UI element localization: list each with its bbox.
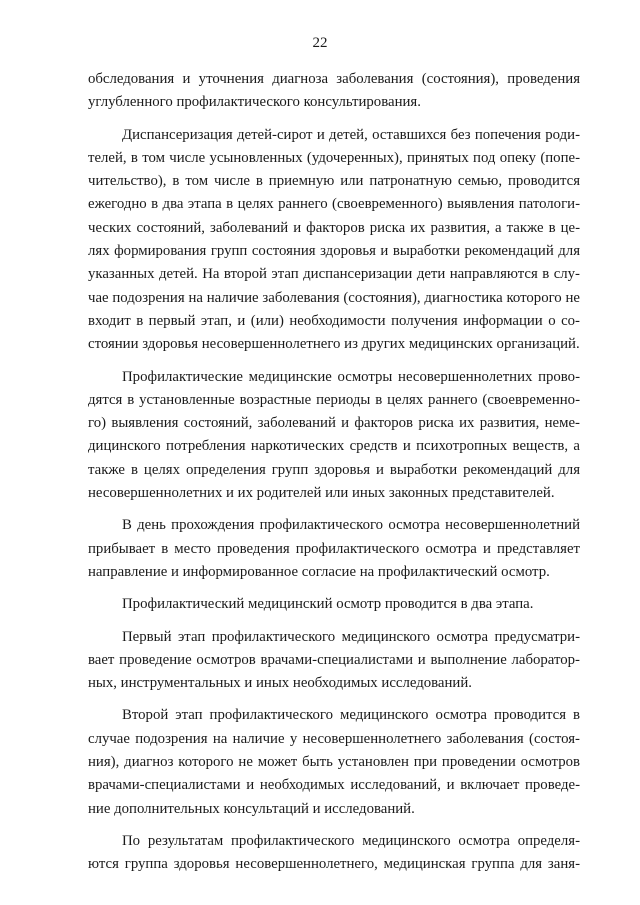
text-line: В день прохождения профилактического осмотра несовершеннолетний bbox=[122, 517, 580, 534]
text-line: Профилактический медицинский осмотр проводится в два этапа. bbox=[122, 596, 534, 613]
text-line: несовершеннолетних и их родителей или иных законных представителей. bbox=[88, 485, 555, 502]
text-line: ных, инструментальных и иных необходимых исследований. bbox=[88, 675, 472, 692]
text-line: ния), диагноз которого не может быть установлен при проведении осмотров bbox=[88, 754, 580, 771]
paragraph bbox=[88, 593, 580, 616]
paragraph-gap bbox=[88, 357, 580, 366]
paragraph-gap bbox=[88, 617, 580, 626]
text-line: дицинского потребления наркотических средств и психотропных веществ, а bbox=[88, 438, 580, 455]
text-line: Первый этап профилактического медицинского осмотра предусматри- bbox=[122, 628, 580, 645]
text-line: также в целях определения групп здоровья и выработки рекомендаций для bbox=[88, 461, 580, 478]
text-line: указанных детей. На второй этап диспансеризации дети направляются в слу- bbox=[88, 266, 580, 283]
text-line: Диспансеризация детей-сирот и детей, оставшихся без попечения роди- bbox=[122, 126, 580, 143]
text-line: лях формирования групп состояния здоровья и выработки рекомендаций для bbox=[88, 243, 580, 260]
paragraph-gap bbox=[88, 115, 580, 124]
text-line: врачами-специалистами и необходимых исследований, и включает проведе- bbox=[88, 777, 580, 794]
text-line: ются группа здоровья несовершеннолетнего, медицинская группа для заня- bbox=[88, 856, 580, 873]
text-line: ние дополнительных консультаций и исследований. bbox=[88, 800, 415, 817]
text-line: Второй этап профилактического медицинского осмотра проводится в bbox=[122, 707, 580, 724]
text-line: случае подозрения на наличие у несовершеннолетнего заболевания (состоя- bbox=[88, 730, 580, 747]
text-line: ческих состояний, заболеваний и факторов риска их развития, а также в це- bbox=[88, 219, 580, 236]
text-line: ежегодно в два этапа в целях раннего (своевременного) выявления патологи- bbox=[88, 196, 580, 213]
text-line: чительство), в том числе в приемную или патронатную семью, проводится bbox=[88, 173, 580, 190]
paragraph bbox=[88, 68, 580, 115]
text-line: го) выявления состояний, заболеваний и факторов риска их развития, неме- bbox=[88, 415, 580, 432]
document-body bbox=[88, 68, 580, 877]
paragraph bbox=[88, 830, 580, 877]
text-line: вает проведение осмотров врачами-специалистами и выполнение лаборатор- bbox=[88, 651, 580, 668]
text-line: стоянии здоровья несовершеннолетнего из других медицинских организаций. bbox=[88, 336, 580, 353]
paragraph bbox=[88, 704, 580, 820]
text-line: обследования и уточнения диагноза заболевания (состояния), проведения bbox=[88, 71, 580, 87]
paragraph-gap bbox=[88, 584, 580, 593]
paragraph-gap bbox=[88, 505, 580, 514]
text-line: телей, в том числе усыновленных (удочеренных), принятых под опеку (попе- bbox=[88, 149, 580, 166]
text-line: входит в первый этап, и (или) необходимости получения информации о со- bbox=[88, 312, 580, 329]
paragraph bbox=[88, 514, 580, 584]
paragraph bbox=[88, 124, 580, 357]
paragraph-gap bbox=[88, 821, 580, 830]
paragraph bbox=[88, 626, 580, 696]
text-line: дятся в установленные возрастные периоды в целях раннего (своевременно- bbox=[88, 391, 580, 408]
paragraph-gap bbox=[88, 695, 580, 704]
text-line: По результатам профилактического медицинского осмотра определя- bbox=[122, 832, 580, 849]
page-number: 22 bbox=[312, 35, 328, 51]
text-line: чае подозрения на наличие заболевания (состояния), диагностика которого не bbox=[88, 289, 580, 306]
paragraph bbox=[88, 366, 580, 506]
text-line: прибывает в место проведения профилактического осмотра и представляет bbox=[88, 540, 580, 557]
text-line: направление и информированное согласие на профилактический осмотр. bbox=[88, 563, 550, 580]
text-line: углубленного профилактического консультирования. bbox=[88, 94, 421, 111]
text-line: Профилактические медицинские осмотры несовершеннолетних прово- bbox=[122, 368, 580, 385]
